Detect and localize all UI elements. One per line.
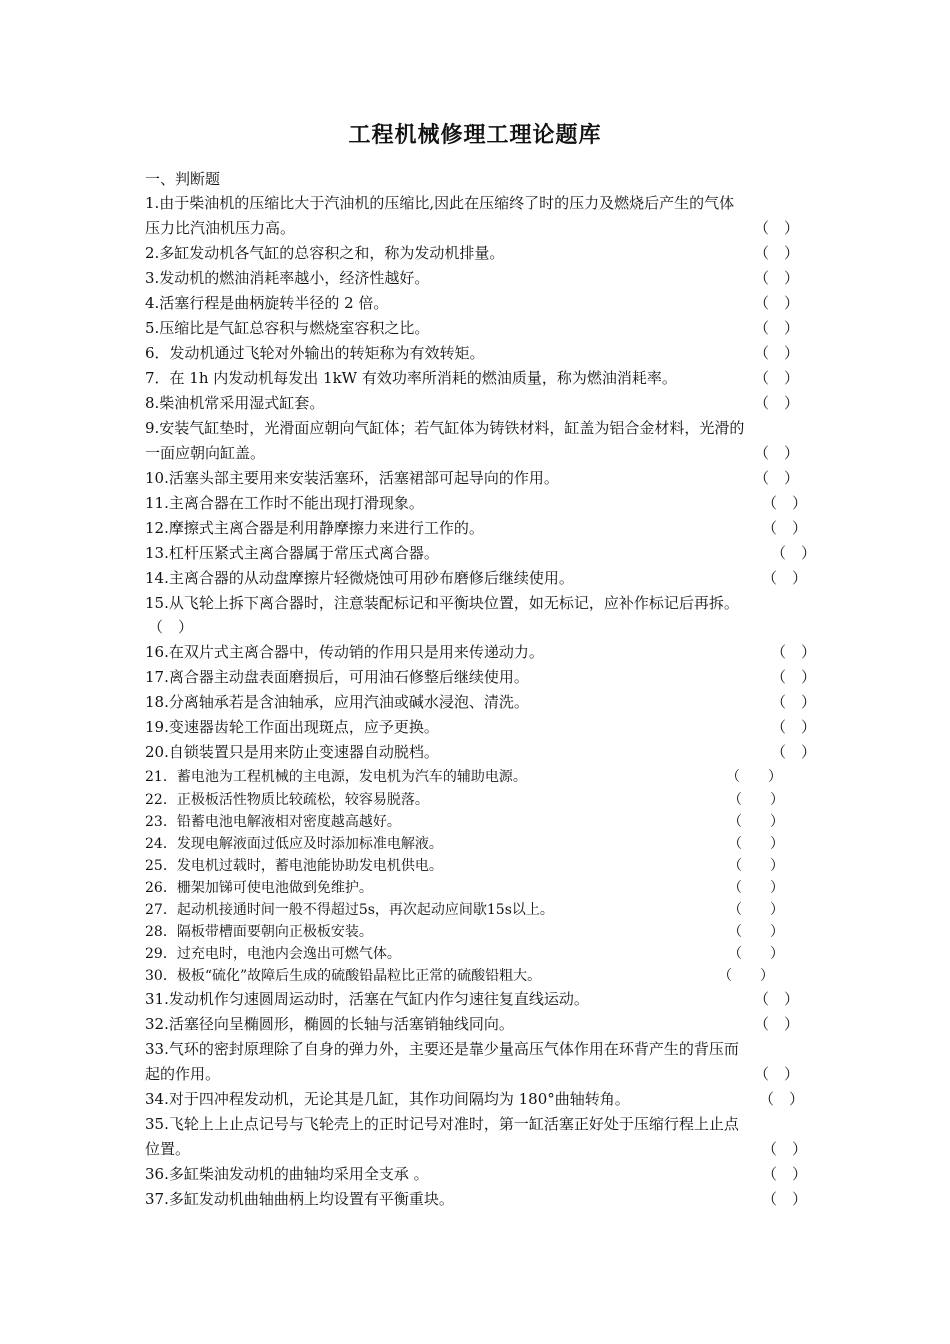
answer-blank: （ ） (771, 544, 817, 562)
answer-blank: （ ） (728, 946, 784, 962)
question-20: 20.自锁装置只是用来防止变速器自动脱档。 (145, 743, 439, 761)
question-17: 17.离合器主动盘表面磨损后，可用油石修整后继续使用。 (145, 668, 529, 686)
question-33-line-2: 起的作用。 (145, 1065, 221, 1083)
question-3: 3.发动机的燃油消耗率越小，经济性越好。 (145, 269, 430, 287)
question-29: 29．过充电时，电池内会逸出可燃气体。 (145, 946, 401, 962)
answer-blank: （ ） (762, 1165, 808, 1183)
question-14: 14.主离合器的从动盘摩擦片轻微烧蚀可用砂布磨修后继续使用。 (145, 569, 574, 587)
answer-blank: （ ） (762, 519, 808, 537)
question-34: 34.对于四冲程发动机，无论其是几缸，其作功间隔均为 180°曲轴转角。 (145, 1090, 630, 1108)
answer-blank: （ ） (771, 693, 817, 711)
answer-blank: （ ） (771, 643, 817, 661)
question-12: 12.摩擦式主离合器是利用静摩擦力来进行工作的。 (145, 519, 484, 537)
question-35-line-2: 位置。 (145, 1140, 191, 1158)
answer-blank: （ ） (754, 244, 800, 262)
answer-blank: （ ） (754, 394, 800, 412)
answer-blank: （ ） (754, 344, 800, 362)
question-10: 10.活塞头部主要用来安装活塞环，活塞裙部可起导向的作用。 (145, 469, 559, 487)
question-18: 18.分离轴承若是含油轴承，应用汽油或碱水浸泡、清洗。 (145, 693, 529, 711)
answer-blank: （ ） (728, 836, 784, 852)
answer-blank: （ ） (759, 1090, 805, 1108)
question-13: 13.杠杆压紧式主离合器属于常压式离合器。 (145, 544, 439, 562)
answer-blank: （ ） (754, 444, 800, 462)
answer-blank: （ ） (754, 1015, 800, 1033)
question-15: 15.从飞轮上拆下离合器时，注意装配标记和平衡块位置，如无标记，应补作标记后再拆。 (145, 594, 739, 612)
answer-blank: （ ） (728, 792, 784, 808)
question-1-line-1: 1.由于柴油机的压缩比大于汽油机的压缩比,因此在压缩终了时的压力及燃烧后产生的气体 (145, 194, 735, 212)
answer-blank: （ ） (754, 269, 800, 287)
answer-blank: （ ） (754, 319, 800, 337)
question-25: 25．发电机过载时，蓄电池能协助发电机供电。 (145, 858, 443, 874)
question-31: 31.发动机作匀速圆周运动时，活塞在气缸内作匀速往复直线运动。 (145, 990, 589, 1008)
question-33-line-1: 33.气环的密封原理除了自身的弹力外，主要还是靠少量高压气体作用在环背产生的背压而 (145, 1040, 739, 1058)
answer-blank: （ ） (771, 668, 817, 686)
answer-blank: （ ） (762, 569, 808, 587)
page-title: 工程机械修理工理论题库 (348, 122, 602, 148)
answer-blank: （ ） (728, 814, 784, 830)
question-21: 21．蓄电池为工程机械的主电源，发电机为汽车的辅助电源。 (145, 769, 527, 785)
answer-blank: （ ） (754, 294, 800, 312)
question-5: 5.压缩比是气缸总容积与燃烧室容积之比。 (145, 319, 430, 337)
question-30: 30．极板“硫化”故障后生成的硫酸铅晶粒比正常的硫酸铅粗大。 (145, 968, 542, 984)
question-6: 6．发动机通过飞轮对外输出的转矩称为有效转矩。 (145, 344, 485, 362)
question-16: 16.在双片式主离合器中，传动销的作用只是用来传递动力。 (145, 643, 544, 661)
question-27: 27．起动机接通时间一般不得超过5s，再次起动应间歇15s以上。 (145, 902, 554, 918)
question-4: 4.活塞行程是曲柄旋转半径的 2 倍。 (145, 294, 389, 312)
answer-blank: （ ） (728, 902, 784, 918)
question-1-line-2: 压力比汽油机压力高。 (145, 219, 296, 237)
question-9-line-2: 一面应朝向缸盖。 (145, 444, 266, 462)
answer-blank: （ ） (728, 858, 784, 874)
question-9-line-1: 9.安装气缸垫时，光滑面应朝向气缸体；若气缸体为铸铁材料，缸盖为铝合金材料，光滑的 (145, 419, 745, 437)
question-28: 28．隔板带槽面要朝向正极板安装。 (145, 924, 373, 940)
answer-blank: （ ） (728, 924, 784, 940)
answer-blank: （ ） (762, 1190, 808, 1208)
question-24: 24．发现电解液面过低应及时添加标准电解液。 (145, 836, 443, 852)
answer-blank: （ ） (148, 618, 194, 636)
answer-blank: （ ） (771, 743, 817, 761)
answer-blank: （ ） (754, 469, 800, 487)
question-32: 32.活塞径向呈椭圆形，椭圆的长轴与活塞销轴线同向。 (145, 1015, 514, 1033)
question-11: 11.主离合器在工作时不能出现打滑现象。 (145, 494, 424, 512)
question-36: 36.多缸柴油发动机的曲轴均采用全支承 。 (145, 1165, 429, 1183)
question-26: 26．栅架加锑可使电池做到免维护。 (145, 880, 373, 896)
question-23: 23．铅蓄电池电解液相对密度越高越好。 (145, 814, 401, 830)
answer-blank: （ ） (754, 1065, 800, 1083)
answer-blank: （ ） (754, 219, 800, 237)
answer-blank: （ ） (771, 718, 817, 736)
answer-blank: （ ） (754, 369, 800, 387)
question-37: 37.多缸发动机曲轴曲柄上均设置有平衡重块。 (145, 1190, 454, 1208)
answer-blank: （ ） (762, 494, 808, 512)
answer-blank: （ ） (754, 990, 800, 1008)
answer-blank: （ ） (728, 880, 784, 896)
question-19: 19.变速器齿轮工作面出现斑点，应予更换。 (145, 718, 439, 736)
section-heading: 一、判断题 (145, 170, 221, 188)
question-8: 8.柴油机常采用湿式缸套。 (145, 394, 325, 412)
question-22: 22．正极板活性物质比较疏松，较容易脱落。 (145, 792, 429, 808)
answer-blank: （ ） (718, 968, 774, 984)
answer-blank: （ ） (726, 769, 782, 785)
answer-blank: （ ） (762, 1140, 808, 1158)
question-2: 2.多缸发动机各气缸的总容积之和，称为发动机排量。 (145, 244, 505, 262)
question-35-line-1: 35.飞轮上上止点记号与飞轮壳上的正时记号对准时，第一缸活塞正好处于压缩行程上止点 (145, 1115, 739, 1133)
question-7: 7．在 1h 内发动机每发出 1kW 有效功率所消耗的燃油质量，称为燃油消耗率。 (145, 369, 677, 387)
